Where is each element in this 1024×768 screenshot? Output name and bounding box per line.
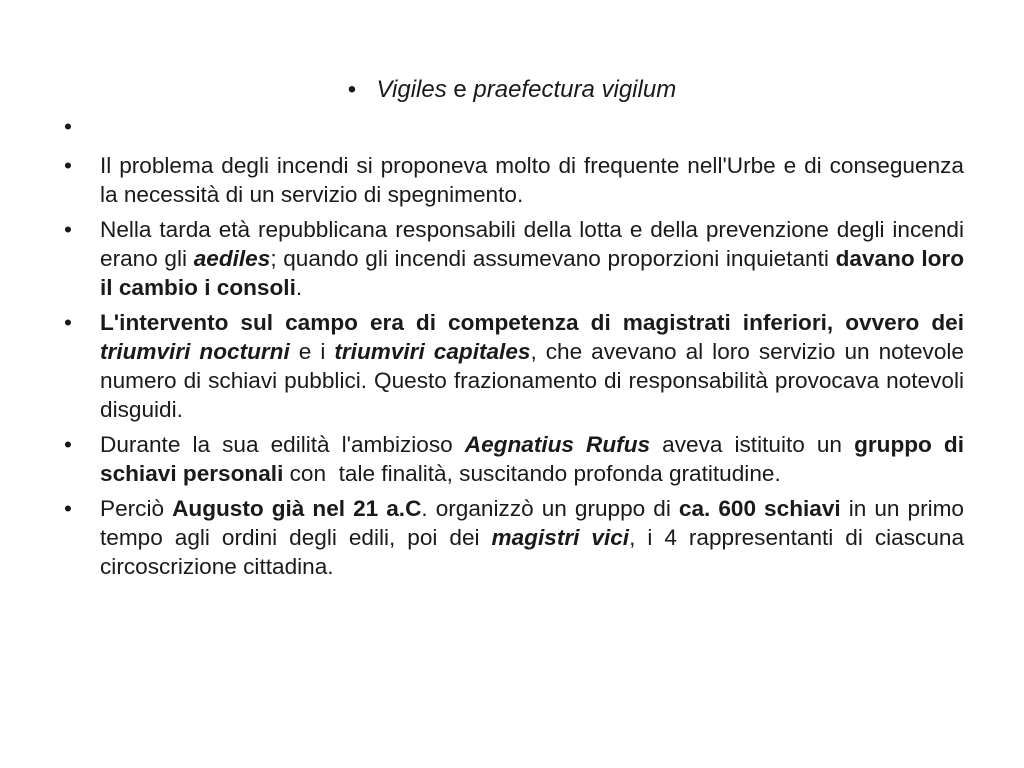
slide-title bbox=[0, 74, 1024, 106]
paragraph-text: . organizzò un gruppo di bbox=[421, 496, 679, 521]
paragraph-text: aveva istituito un bbox=[650, 432, 855, 457]
emphasis-consoli: davano loro il cambio i consoli bbox=[100, 246, 964, 300]
term-triumviri-nocturni: triumviri nocturni bbox=[100, 339, 290, 364]
title-text bbox=[376, 76, 676, 103]
bullet-glyph: • bbox=[64, 114, 72, 139]
bullet-glyph: • bbox=[64, 153, 72, 178]
paragraph-aegnatius bbox=[64, 430, 964, 488]
term-aegnatius-rufus: Aegnatius Rufus bbox=[464, 432, 651, 457]
bullet-glyph: • bbox=[64, 496, 72, 521]
bullet-glyph: • bbox=[64, 310, 72, 335]
paragraph-text: Perciò bbox=[100, 496, 173, 521]
title-bullet: • bbox=[347, 76, 357, 103]
paragraph-text: e i bbox=[289, 339, 335, 364]
paragraph-augusto bbox=[64, 494, 964, 581]
paragraph-text: con tale finalità, suscitando profonda gratitudine. bbox=[283, 461, 781, 486]
paragraph-text: , i 4 rappresentanti di ciascuna circoscrizione cittadina. bbox=[100, 525, 965, 579]
term-triumviri-capitales: triumviri capitales bbox=[334, 339, 531, 364]
term-magistri-vici: magistri vici bbox=[491, 525, 630, 550]
paragraph-fire-problem bbox=[64, 151, 964, 209]
bullet-glyph: • bbox=[64, 432, 72, 457]
bullet-list bbox=[64, 112, 964, 587]
title-vigiles: Vigiles bbox=[376, 76, 447, 103]
paragraph-triumviri bbox=[64, 308, 964, 424]
term-aediles: aediles bbox=[193, 246, 271, 271]
title-conjunction: e bbox=[446, 76, 474, 103]
paragraph-text: in un primo tempo agli ordini degli edili, poi dei bbox=[100, 496, 964, 550]
emphasis-augusto: Augusto già nel 21 a.C bbox=[172, 496, 422, 521]
paragraph-text: ; quando gli incendi assumevano proporzioni inquietanti bbox=[270, 246, 836, 271]
title-praefectura: praefectura vigilum bbox=[473, 76, 677, 103]
emphasis-gruppo-schiavi: gruppo di schiavi personali bbox=[100, 432, 964, 486]
emphasis-600-schiavi: ca. 600 schiavi bbox=[678, 496, 841, 521]
paragraph-text: Nella tarda età repubblicana responsabili della lotta e della prevenzione degli incendi erano gli bbox=[100, 217, 964, 271]
bullet-glyph: • bbox=[64, 217, 72, 242]
paragraph-text: Durante la sua edilità l'ambizioso bbox=[100, 432, 465, 457]
emphasis-intervento: L'intervento sul campo era di competenza di magistrati inferiori, ovvero dei bbox=[100, 310, 964, 335]
empty-bullet-item bbox=[64, 112, 964, 141]
paragraph-text: . bbox=[295, 275, 303, 300]
paragraph-aediles bbox=[64, 215, 964, 302]
paragraph-text: , che avevano al loro servizio un notevole numero di schiavi pubblici. Questo frazionamento di responsabilità provocava notevoli disguidi. bbox=[100, 339, 964, 422]
paragraph-text: Il problema degli incendi si proponeva molto di frequente nell'Urbe e di conseguenza la necessità di un servizio di spegnimento. bbox=[100, 153, 964, 207]
